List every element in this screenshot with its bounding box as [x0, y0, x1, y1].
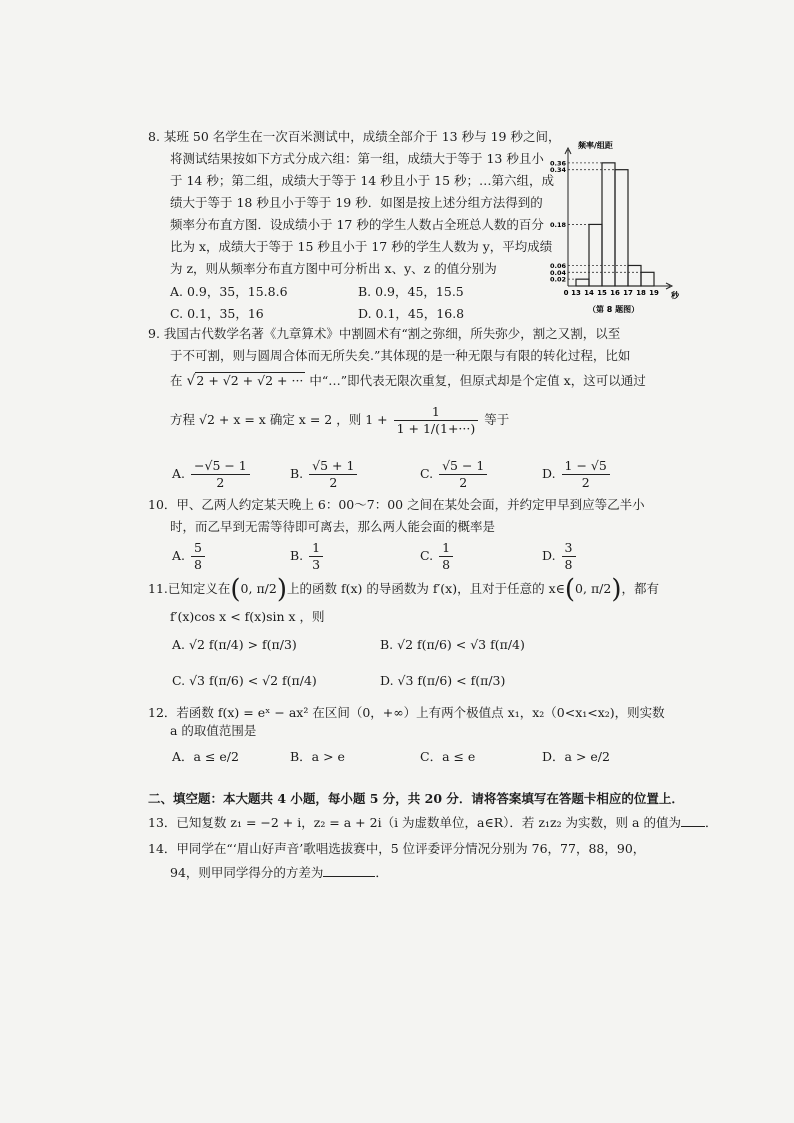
q9-option-c: C. $\frac{√5 - 1}{2}$	[420, 458, 489, 491]
q12-option-b: B．a > e	[290, 749, 345, 764]
q8-line-1: 8. 某班 50 名学生在一次百米测试中，成绩全部介于 13 秒与 19 秒之间，	[148, 129, 561, 144]
x-tick-label: 15	[597, 289, 607, 297]
q8-line-4: 绩大于等于 18 秒且小于等于 19 秒．如图是按上述分组方法得到的	[170, 195, 543, 210]
q11-line-1: 11.已知定义在(0, π/2)上的函数 f(x) 的导函数为 f′(x)，且对于任意的 x∈(0, π/2)，都有	[148, 574, 659, 605]
chart-ylabel: 频率/组距	[578, 141, 613, 150]
chart-xlabel: 秒	[671, 291, 679, 300]
q9-option-d: D. $\frac{1 - √5}{2}$	[542, 458, 612, 491]
q9-line-4-pre: 方程	[170, 412, 196, 427]
q12-option-a: A．a ≤ e/2	[172, 749, 239, 764]
histogram-bar	[641, 272, 654, 286]
q12-line-1: 12．若函数 f(x) = eˣ − ax² 在区间（0，+∞）上有两个极值点 x₁，x₂（0<x₁<x₂)，则实数	[148, 705, 665, 720]
chart-caption: （第 8 题图）	[588, 305, 640, 314]
q14-line-1: 14．甲同学在“‘眉山好声音’歌唱选拔赛中，5 位评委评分情况分别为 76，77，88，90，	[148, 841, 646, 856]
histogram-bar	[576, 279, 589, 286]
interval-1: 0, π/2	[240, 581, 277, 596]
x-tick-label: 18	[636, 289, 646, 297]
q10-option-d: D. $\frac{3}{8}$	[542, 540, 578, 573]
q11-option-b: B. √2 f(π/6) < √3 f(π/4)	[380, 637, 525, 652]
interval-2: 0, π/2	[575, 581, 612, 596]
q12-option-d: D．a > e/2	[542, 749, 610, 764]
q8-option-a: A. 0.9，35，15.8.6	[170, 284, 288, 299]
q10-option-b: B. $\frac{1}{3}$	[290, 540, 325, 573]
q9-line-1: 9. 我国古代数学名著《九章算术》中割圆术有“割之弥细，所失弥少，割之又割，以至	[148, 326, 621, 341]
q12-option-c: C．a ≤ e	[420, 749, 476, 764]
q9-line-3-post: 中“…”即代表无限次重复，但原式却是个定值 x，这可以通过	[309, 373, 646, 388]
y-tick-label: 0.02	[549, 275, 566, 284]
q8-line-6: 比为 x，成绩大于等于 15 秒且小于 17 秒的学生人数为 y，平均成绩	[170, 239, 553, 254]
y-tick-label: 0.04	[549, 268, 566, 277]
continued-fraction: 1 + $\frac{1}{1 + 1/(1+\cdot\cdot\cdot)}$	[365, 412, 484, 427]
y-tick-label: 0.06	[549, 261, 566, 270]
q10-line-1: 10．甲、乙两人约定某天晚上 6：00～7：00 之间在某处会面，并约定甲早到应等乙半小	[148, 497, 645, 512]
q11-option-c: C. √3 f(π/6) < √2 f(π/4)	[172, 673, 317, 688]
y-tick-label: 0.18	[549, 220, 566, 229]
q11-line-2: f′(x)cos x < f(x)sin x ，则	[170, 609, 325, 624]
q14-line-2: 94，则甲同学得分的方差为 ．	[170, 865, 388, 880]
histogram-bar	[615, 170, 628, 286]
sqrt-symbol: √	[186, 373, 196, 389]
q8-line-7: 为 z，则从频率分布直方图中可分析出 x、y、z 的值分别为	[170, 261, 497, 276]
q8-option-d: D. 0.1，45，16.8	[358, 306, 465, 321]
histogram-bar	[589, 224, 602, 286]
answer-blank-13[interactable]	[681, 814, 705, 827]
q8-option-c: C. 0.1，35，16	[170, 306, 264, 321]
q8-line-2: 将测试结果按如下方式分成六组：第一组，成绩大于等于 13 秒且小	[170, 151, 544, 166]
q9-option-a: A. $\frac{-√5 - 1}{2}$	[172, 458, 252, 491]
x-tick-label: 13	[571, 289, 581, 297]
y-tick-label: 0.34	[549, 166, 566, 175]
q11-option-d: D. √3 f(π/6) < f(π/3)	[380, 673, 506, 688]
q11-option-a: A. √2 f(π/4) > f(π/3)	[172, 637, 297, 652]
x-tick-label: 14	[584, 289, 594, 297]
y-tick-label: 0.36	[549, 159, 566, 168]
frequency-histogram	[540, 136, 680, 316]
x-tick-label: 0	[563, 289, 569, 297]
nested-radical: 2 + √2 + √2 + ···	[196, 373, 304, 388]
x-tick-label: 16	[610, 289, 620, 297]
q8-line-5: 频率分布直方图．设成绩小于 17 秒的学生人数占全班总人数的百分	[170, 217, 544, 232]
q10-line-2: 时，而乙早到无需等待即可离去，那么两人能会面的概率是	[170, 519, 496, 534]
answer-blank-14[interactable]	[323, 864, 375, 877]
section-2-heading: 二、填空题：本大题共 4 小题，每小题 5 分，共 20 分．请将答案填写在答题卡相应的位置上．	[148, 791, 684, 806]
q10-option-c: C. $\frac{1}{8}$	[420, 540, 455, 573]
q8-line-3: 于 14 秒；第二组，成绩大于等于 14 秒且小于 15 秒；…第六组，成	[170, 173, 555, 188]
x-tick-label: 17	[623, 289, 633, 297]
q9-line-4-post: 等于	[484, 412, 510, 427]
q9-line-4	[170, 404, 509, 437]
q9-equation: √2 + x = x 确定 x = 2 ，则	[199, 412, 362, 427]
q9-line-3-pre: 在	[170, 373, 183, 388]
q9-option-b: B. $\frac{√5 + 1}{2}$	[290, 458, 359, 491]
histogram-bar	[628, 265, 641, 286]
q8-option-b: B. 0.9，45，15.5	[358, 284, 464, 299]
q10-option-a: A. $\frac{5}{8}$	[172, 540, 207, 573]
q9-line-2: 于不可割，则与圆周合体而无所失矣.”其体现的是一种无限与有限的转化过程，比如	[170, 348, 631, 363]
histogram-bar	[602, 163, 615, 286]
q12-line-2: a 的取值范围是	[170, 723, 257, 738]
question-13: 13．已知复数 z₁ = −2 + i，z₂ = a + 2i（i 为虚数单位，a∈R）．若 z₁z₂ 为实数，则 a 的值为 ．	[148, 815, 718, 830]
q9-line-3	[170, 372, 646, 390]
x-tick-label: 19	[649, 289, 659, 297]
